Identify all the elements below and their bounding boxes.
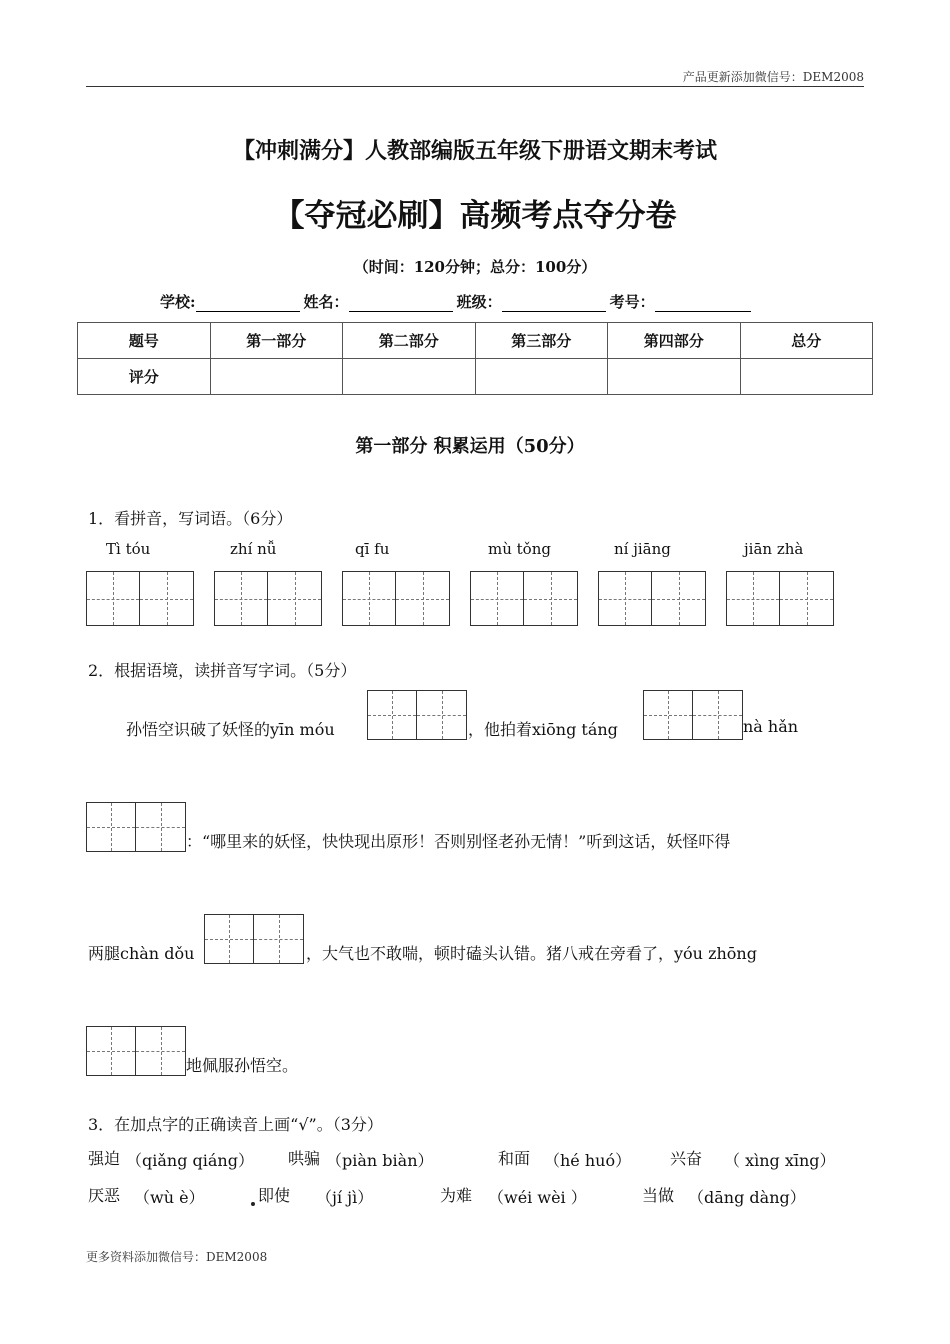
- school-label: 学校:: [160, 293, 196, 311]
- table-header-cell: 题号: [78, 323, 211, 359]
- q2-answer-box-3[interactable]: [86, 802, 186, 852]
- footer-note: 更多资料添加微信号：DEM2008: [86, 1250, 268, 1264]
- q2-text-1a: 孙悟空识破了妖怪的yīn móu: [126, 720, 335, 739]
- q1-answer-box-3[interactable]: [342, 571, 450, 626]
- q3-prompt: 3．在加点字的正确读音上画“√”。（3分）: [88, 1115, 383, 1134]
- table-header-cell: 第一部分: [210, 323, 343, 359]
- q1-pinyin-6: jiān zhà: [744, 540, 804, 558]
- q3-item-options[interactable]: （wéi wèi ）: [488, 1188, 587, 1207]
- q3-item-options[interactable]: （jí jì）: [316, 1188, 374, 1207]
- q2-text-3b: ，大气也不敢喘，顿时磕头认错。猪八戒在旁看了，yóu zhōng: [306, 944, 757, 963]
- score-cell[interactable]: [210, 359, 343, 395]
- q2-answer-box-5[interactable]: [86, 1026, 186, 1076]
- score-table-row: [78, 359, 873, 395]
- header-divider: [86, 86, 864, 87]
- q2-text-3a: 两腿chàn dǒu: [88, 944, 195, 963]
- table-header-cell: 第四部分: [608, 323, 741, 359]
- q2-text-2: ：“哪里来的妖怪，快快现出原形！否则别怪老孙无情！”听到这话，妖怪吓得: [186, 832, 731, 851]
- q3-item-options[interactable]: （qiǎng qiáng）: [126, 1151, 254, 1170]
- q2-text-4: 地佩服孙悟空。: [186, 1056, 299, 1075]
- score-table-header-row: [78, 323, 873, 359]
- q1-pinyin-5: ní jiāng: [614, 540, 671, 558]
- exam-no-label: 考号：: [609, 293, 655, 311]
- q3-item-options[interactable]: （piàn biàn）: [326, 1151, 434, 1170]
- q3-item-options[interactable]: （wù è）: [134, 1188, 205, 1207]
- q3-item-word: 为难: [440, 1186, 473, 1205]
- q1-pinyin-4: mù tǒng: [488, 540, 551, 558]
- student-info-line: [160, 291, 755, 312]
- part1-title: 第一部分 积累运用（50分）: [355, 436, 585, 457]
- q3-item-word: 强迫: [88, 1149, 121, 1168]
- q2-answer-box-2[interactable]: [643, 690, 743, 740]
- q2-answer-box-4[interactable]: [204, 914, 304, 964]
- q1-answer-box-6[interactable]: [726, 571, 834, 626]
- q1-pinyin-1: Tì tóu: [106, 540, 151, 558]
- q1-answer-box-1[interactable]: [86, 571, 194, 626]
- q2-answer-box-1[interactable]: [367, 690, 467, 740]
- school-blank[interactable]: [196, 295, 300, 312]
- score-table: [77, 322, 873, 395]
- header-note: 产品更新添加微信号：DEM2008: [682, 70, 864, 84]
- score-cell[interactable]: [475, 359, 608, 395]
- q2-text-1c: nà hǎn: [743, 717, 799, 736]
- q3-item-word: 兴奋: [670, 1149, 703, 1168]
- table-header-cell: 总分: [740, 323, 873, 359]
- q3-item-options[interactable]: （hé huó）: [544, 1151, 632, 1170]
- score-cell[interactable]: [608, 359, 741, 395]
- q2-prompt: 2．根据语境，读拼音写字词。（5分）: [88, 661, 357, 680]
- q3-item-word: 和面: [498, 1149, 531, 1168]
- q1-answer-box-5[interactable]: [598, 571, 706, 626]
- class-blank[interactable]: [502, 295, 606, 312]
- q3-item-word: 即使: [258, 1186, 291, 1205]
- score-cell[interactable]: [740, 359, 873, 395]
- q3-item-word: 哄骗: [288, 1149, 321, 1168]
- class-label: 班级：: [456, 293, 502, 311]
- score-cell[interactable]: [343, 359, 476, 395]
- table-header-cell: 第三部分: [475, 323, 608, 359]
- q3-item-options[interactable]: （dāng dàng）: [688, 1188, 806, 1207]
- q3-item-word: 厌恶: [88, 1186, 121, 1205]
- q1-pinyin-3: qī fu: [355, 540, 390, 558]
- exam-subtitle: 【夺冠必刷】高频考点夺分卷: [273, 198, 677, 234]
- q1-prompt: 1．看拼音，写词语。（6分）: [88, 509, 293, 528]
- name-blank[interactable]: [349, 295, 453, 312]
- score-row-label: 评分: [78, 359, 211, 395]
- q3-item-options[interactable]: （ xìng xīng）: [724, 1151, 836, 1170]
- emphasis-dot-icon: [251, 1202, 255, 1206]
- table-header-cell: 第二部分: [343, 323, 476, 359]
- q1-pinyin-2: zhí nǚ: [230, 540, 277, 558]
- q2-text-1b: ，他拍着xiōng táng: [468, 720, 618, 739]
- exam-time-score: （时间：120分钟；总分：100分）: [353, 258, 597, 276]
- q1-answer-box-2[interactable]: [214, 571, 322, 626]
- q1-answer-box-4[interactable]: [470, 571, 578, 626]
- exam-no-blank[interactable]: [655, 295, 751, 312]
- name-label: 姓名：: [303, 293, 349, 311]
- exam-title: 【冲刺满分】人教部编版五年级下册语文期末考试: [232, 138, 717, 164]
- q3-item-word: 当做: [642, 1186, 675, 1205]
